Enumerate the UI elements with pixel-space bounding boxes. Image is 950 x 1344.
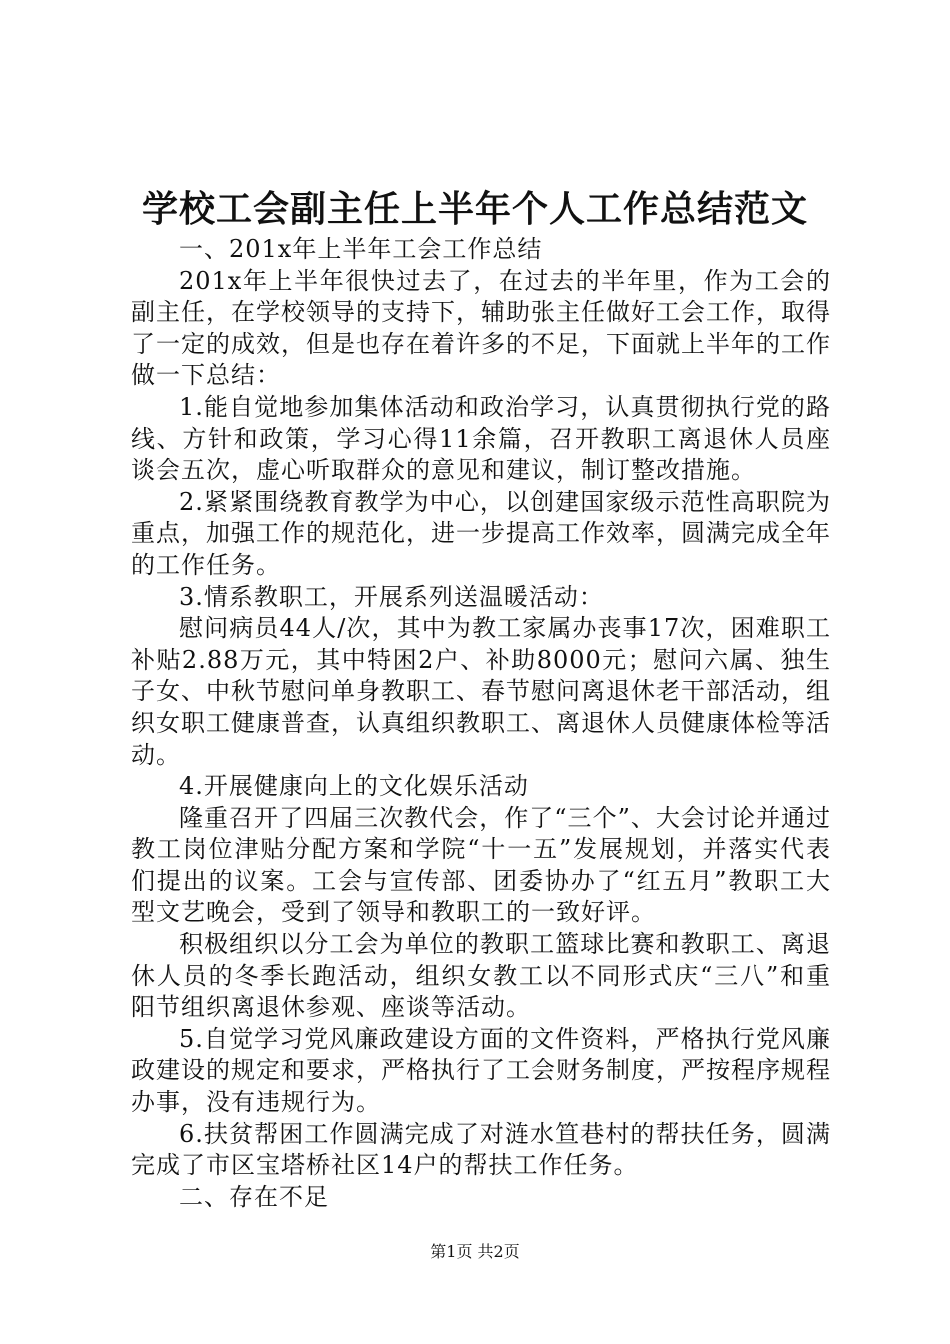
paragraph: 2.紧紧围绕教育教学为中心，以创建国家级示范性高职院为重点，加强工作的规范化，进一步提高工作效率，圆满完成全年的工作任务。 <box>131 487 831 579</box>
section-heading-2: 二、存在不足 <box>179 1182 329 1211</box>
section-heading-1: 一、201x年上半年工会工作总结 <box>179 235 543 263</box>
document-title: 学校工会副主任上半年个人工作总结范文 <box>141 188 808 230</box>
paragraph: 3.情系教职工，开展系列送温暖活动： <box>179 582 604 611</box>
document-body <box>131 234 831 1213</box>
paragraph: 6.扶贫帮困工作圆满完成了对涟水笪巷村的帮扶任务，圆满完成了市区宝塔桥社区14户的帮扶工作任务。 <box>131 1119 831 1180</box>
paragraph: 慰问病员44人/次，其中为教工家属办丧事17次，困难职工补贴2.88万元，其中特困2户、补助8000元；慰问六属、独生子女、中秋节慰问单身教职工、春节慰问离退休老干部活动，组织女职工健康普查，认真组织教职工、离退休人员健康体检等活动。 <box>131 614 831 769</box>
paragraph: 1.能自觉地参加集体活动和政治学习，认真贯彻执行党的路线、方针和政策，学习心得11余篇，召开教职工离退休人员座谈会五次，虚心听取群众的意见和建议，制订整改措施。 <box>131 392 831 485</box>
paragraph: 201x年上半年很快过去了，在过去的半年里，作为工会的副主任，在学校领导的支持下，辅助张主任做好工会工作，取得了一定的成效，但是也存在着许多的不足，下面就上半年的工作做一下总结： <box>131 266 831 390</box>
page-footer: 第1页 共2页 <box>430 1242 520 1261</box>
paragraph: 积极组织以分工会为单位的教职工篮球比赛和教职工、离退休人员的冬季长跑活动，组织女教工以不同形式庆“三八”和重阳节组织离退休参观、座谈等活动。 <box>131 930 831 1022</box>
paragraph: 4.开展健康向上的文化娱乐活动 <box>179 772 529 801</box>
paragraph: 5.自觉学习党风廉政建设方面的文件资料，严格执行党风廉政建设的规定和要求，严格执行了工会财务制度，严按程序规程办事，没有违规行为。 <box>131 1024 831 1117</box>
paragraph: 隆重召开了四届三次教代会，作了“三个”、大会讨论并通过教工岗位津贴分配方案和学院“十一五”发展规划，并落实代表们提出的议案。工会与宣传部、团委协办了“红五月”教职工大型文艺晚会，受到了领导和教职工的一致好评。 <box>131 803 831 927</box>
